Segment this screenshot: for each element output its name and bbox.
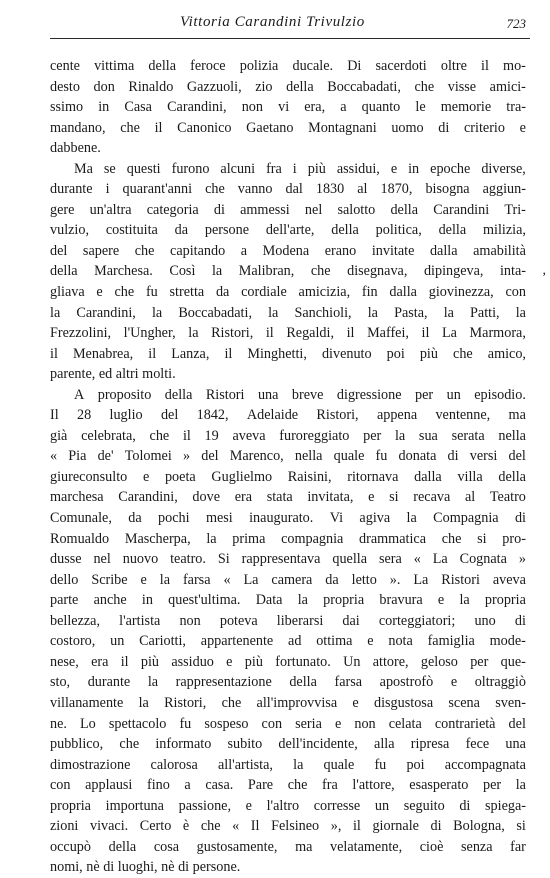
page-header [50,6,536,36]
text-line: cente vittima della feroce polizia ducale. Di sacerdoti oltre il mo- [50,58,526,74]
text-line: A proposito della Ristori una breve digressione per un episodio. [74,386,526,403]
running-title: Vittoria Carandini Trivulzio [180,14,365,30]
text-line: propria importuna passione, e l'altro corresse un seguito di spiega- [50,797,526,814]
text-line: parte anche in quest'ultima. Data la propria bravura e la propria [50,592,526,609]
text-line: Comunale, da pochi mesi inaugurato. Vi agiva la Compagnia di [50,510,526,527]
text-line: Romualdo Mascherpa, la prima compagnia drammatica che si pro- [50,530,526,547]
text-line: durante i quarant'anni che vanno dal 1830 al 1870, bisogna aggiun- [50,181,526,198]
body-text [50,56,526,878]
text-line: occupò della cosa gustosamente, ma velatamente, cioè senza far [50,838,526,855]
text-line: nomi, nè di luoghi, nè di persone. [50,859,241,876]
text-line: marchesa Carandini, dove era stata invitata, e si recava al Teatro [50,489,526,506]
header-rule [50,38,530,39]
text-line: Frezzolini, l'Ungher, la Ristori, il Regaldi, il Maffei, il La Marmora, [50,325,526,342]
text-line: dello Scribe e la farsa « La camera da letto ». La Ristori aveva [50,571,526,588]
text-line: nese, era il più assiduo e più fortunato. Un attore, geloso per que- [50,653,526,670]
text-line: della Marchesa. Così la Malibran, che disegnava, dipingeva, inta- [50,263,526,280]
margin-mark: , [542,263,546,278]
text-line: il Menabrea, il Lanza, il Minghetti, divenuto poi più che amico, [50,345,526,362]
text-line: con applausi fino a casa. Pare che fra l'attore, esasperato per la [50,777,526,794]
text-line: Ma se questi furono alcuni fra i più assidui, e in epoche diverse, [74,160,526,177]
text-line: desto don Rinaldo Gazzuoli, zio della Boccabadati, che visse amici- [50,78,526,95]
text-line: ne. Lo spettacolo fu sospeso con seria e non celata contrarietà del [50,715,526,732]
text-line: dimostrazione calorosa all'artista, la quale fu poi accompagnata [50,756,526,773]
text-line: Il 28 luglio del 1842, Adelaide Ristori, appena ventenne, ma [50,407,526,424]
text-line: dabbene. [50,140,101,157]
text-line: mandano, che il Canonico Gaetano Montagnani uomo di criterio e [50,119,526,136]
text-line: zioni vivaci. Certo è che « Il Felsineo », il giornale di Bologna, si [50,818,526,835]
text-line: « Pia de' Tolomei » del Marenco, nella quale fu donata di versi del [50,448,526,465]
page-number: 723 [506,16,526,31]
text-line: gere un'altra categoria di ammessi nel salotto della Carandini Tri- [50,201,526,218]
text-line: ssimo in Casa Carandini, non vi era, a quanto le memorie tra- [50,99,526,116]
text-line: dusse nel nuovo teatro. Si rappresentava quella sera « La Cognata » [50,551,526,568]
text-line: costoro, un Cariotti, appartenente ad ottima e nota famiglia mode- [50,633,526,650]
text-line: vulzio, costituita da persone dell'arte, della politica, della milizia, [50,222,526,239]
text-line: già celebrata, che il 19 aveva furoreggiato per la sua serata nella [50,427,526,444]
text-line: villanamente la Ristori, che all'improvvisa e disgustosa scena sven- [50,694,526,711]
text-line: del sapere che capitando a Modena erano invitate dalla amabilità [50,242,526,259]
text-line: la Carandini, la Boccabadati, la Sanchioli, la Pasta, la Patti, la [50,304,526,321]
text-line: bellezza, l'artista non poteva liberarsi dai corteggiatori; uno di [50,612,526,629]
text-line: parente, ed altri molti. [50,366,176,383]
text-line: giureconsulto e poeta Guglielmo Raisini, ritornava dalla villa della [50,468,526,485]
text-line: pubblico, che informato subito dell'incidente, alla ripresa fece una [50,736,526,753]
text-line: gliava e che fu stretta da cordiale amicizia, fin dalla giovinezza, con [50,284,526,301]
text-line: sto, durante la rappresentazione della farsa apostrofò e oltraggiò [50,674,526,691]
